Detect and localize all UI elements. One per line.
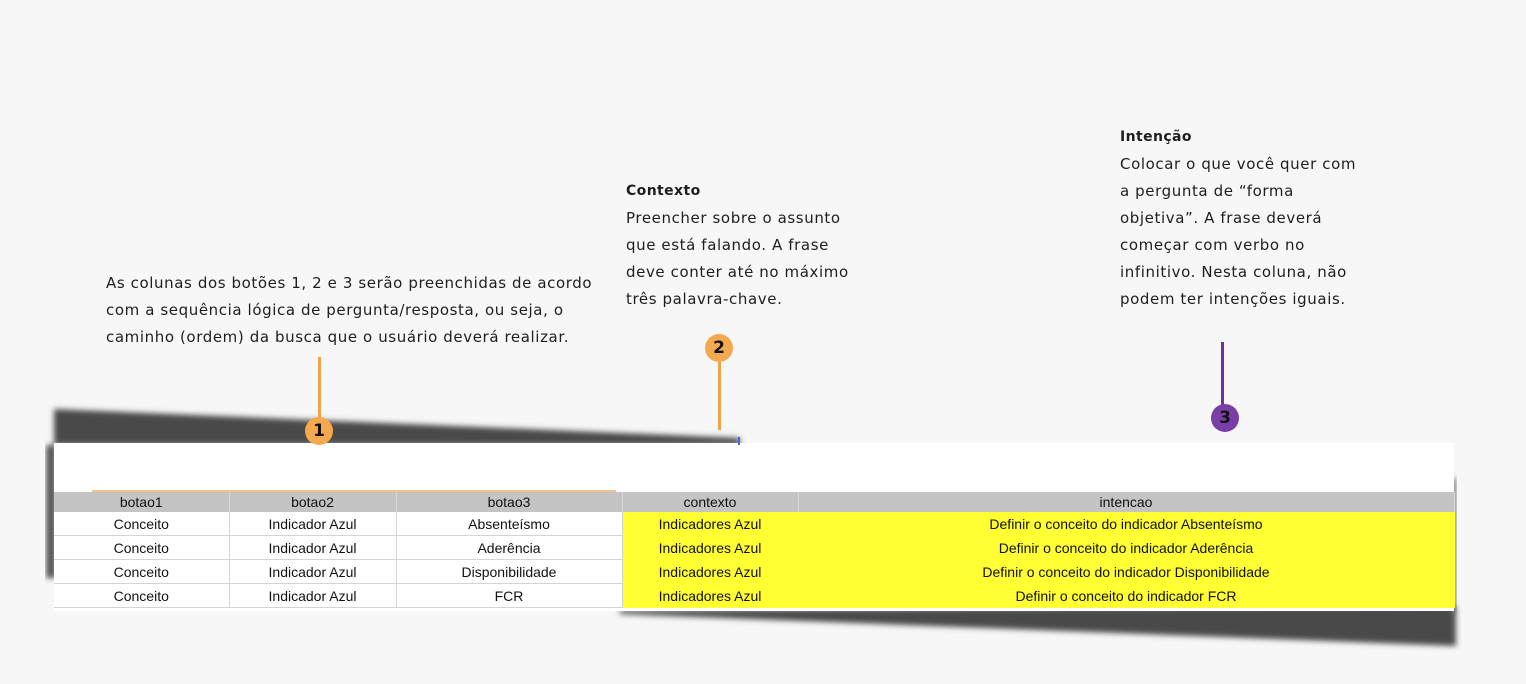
badge-1: 1 [305, 417, 333, 445]
badge-3: 3 [1211, 404, 1239, 432]
annotation-2-title: Contexto [626, 183, 701, 199]
badge-2: 2 [705, 334, 733, 362]
header-botao1[interactable]: botao1 [54, 492, 229, 512]
cell-intencao[interactable]: Definir o conceito do indicador Disponibilidade [798, 560, 1454, 584]
table-row [54, 584, 1454, 608]
cell-botao3[interactable]: Aderência [396, 536, 622, 560]
cell-botao1[interactable]: Conceito [54, 560, 229, 584]
cell-contexto[interactable]: Indicadores Azul [622, 584, 798, 608]
annotation-1 [106, 270, 606, 351]
table-row [54, 560, 1454, 584]
cell-botao3[interactable]: Disponibilidade [396, 560, 622, 584]
cell-cursor-mark [738, 437, 740, 445]
annotation-3 [1120, 124, 1360, 313]
annotation-3-text: Colocar o que você quer com a pergunta de “forma objetiva”. A frase deverá começar com verbo no infinitivo. Nesta coluna, não podem ter intenções iguais. [1120, 155, 1357, 308]
cell-contexto[interactable]: Indicadores Azul [622, 536, 798, 560]
connector-line-3 [1221, 342, 1224, 406]
table-row [54, 512, 1454, 536]
intent-table [54, 492, 1455, 608]
table-header-row [54, 492, 1454, 512]
header-contexto[interactable]: contexto [622, 492, 798, 512]
cell-botao2[interactable]: Indicador Azul [229, 536, 396, 560]
cell-botao2[interactable]: Indicador Azul [229, 560, 396, 584]
cell-botao1[interactable]: Conceito [54, 512, 229, 536]
cell-botao3[interactable]: Absenteísmo [396, 512, 622, 536]
cell-botao1[interactable]: Conceito [54, 536, 229, 560]
cell-contexto[interactable]: Indicadores Azul [622, 512, 798, 536]
cell-intencao[interactable]: Definir o conceito do indicador FCR [798, 584, 1454, 608]
header-botao3[interactable]: botao3 [396, 492, 622, 512]
cell-intencao[interactable]: Definir o conceito do indicador Absenteísmo [798, 512, 1454, 536]
header-botao2[interactable]: botao2 [229, 492, 396, 512]
cell-botao2[interactable]: Indicador Azul [229, 584, 396, 608]
cell-intencao[interactable]: Definir o conceito do indicador Aderência [798, 536, 1454, 560]
annotation-2 [626, 178, 866, 313]
header-intencao[interactable]: intencao [798, 492, 1454, 512]
cell-botao2[interactable]: Indicador Azul [229, 512, 396, 536]
connector-line-2 [718, 362, 721, 430]
connector-line-1 [318, 357, 321, 419]
table-row [54, 536, 1454, 560]
annotation-1-text: As colunas dos botões 1, 2 e 3 serão preenchidas de acordo com a sequência lógica de pergunta/resposta, ou seja, o caminho (ordem) da busca que o usuário deverá realizar. [106, 274, 593, 346]
cell-contexto[interactable]: Indicadores Azul [622, 560, 798, 584]
annotation-3-title: Intenção [1120, 129, 1192, 145]
cell-botao1[interactable]: Conceito [54, 584, 229, 608]
cell-botao3[interactable]: FCR [396, 584, 622, 608]
annotation-2-text: Preencher sobre o assunto que está falando. A frase deve conter até no máximo três palavra-chave. [626, 209, 849, 308]
